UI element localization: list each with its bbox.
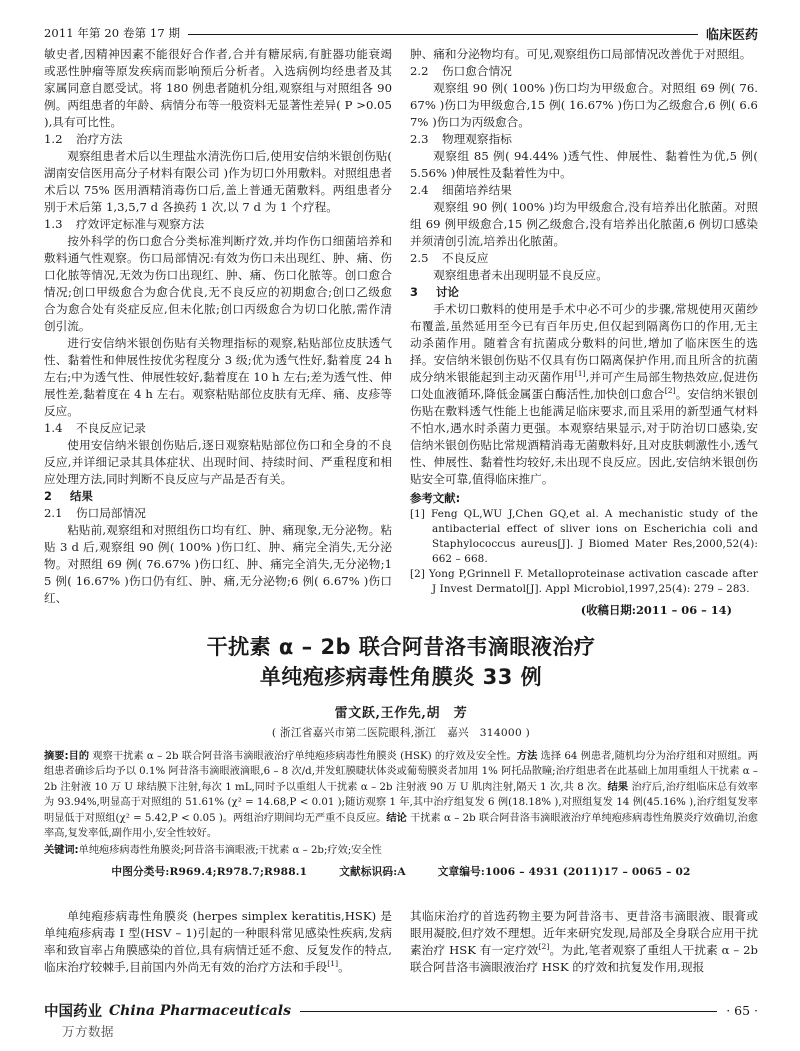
running-head-issue: 2011 年第 20 卷第 17 期	[44, 26, 181, 40]
article2-header	[44, 632, 758, 879]
paragraph: 按外科学的伤口愈合分类标准判断疗效,并均作伤口细菌培养和敷料通气性观察。伤口局部情况:有效为伤口未出现红、肿、痛、伤口化脓等情况,无效为伤口出现红、肿、痛、伤口化脓等。创口愈合情况;创口甲级愈合为愈合优良,无不良反应的初期愈合;创口乙级愈合为愈合处有炎症反应,但未化脓;创口丙级愈合为切口化脓,需作清创引流。	[44, 234, 392, 333]
paragraph-part: ,并可产生局部生物热效应,促进伤口处血液循环,降低金属蛋白酶活性,加快创口愈合	[410, 370, 759, 401]
paragraph: 使用安信纳米银创伤贴后,逐日观察粘贴部位伤口和全身的不良反应,并详细记录其具体症状、出现时间、持续时间、严重程度和相应处理方法,同时判断不良反应与产品是否有关。	[44, 438, 392, 486]
section-heading-2-4	[410, 182, 758, 199]
article2-title-line2: 单纯疱疹病毒性角膜炎 33 例	[259, 665, 543, 689]
section-number: 2.5	[410, 251, 429, 265]
paragraph-part: 其临床治疗的首选药物主要为阿昔洛韦、更昔洛韦滴眼液、眼膏或眼用凝胶,但疗效不理想。近年来研究发现,局部及全身联合应用干扰素治疗 HSK 有一定疗效	[410, 909, 758, 957]
running-head-section: 临床医药	[705, 27, 758, 43]
paragraph-part: 。安信纳米银创伤贴在敷料透气性能上也能满足临床要求,而且采用的新型通气材料不怕水,遇水时杀菌力更强。本观察结果显示,对于防治切口感染,安信纳米银创伤贴比常规酒精消毒无菌敷料好,且对皮肤刺激性小,透气性、伸展性、黏着性均较好,未出现不良反应。因此,安信纳米银创伤贴安全可靠,值得临床推广。	[410, 387, 758, 486]
paragraph: 观察组 90 例( 100% )伤口均为甲级愈合。对照组 69 例( 76.67% )伤口为甲级愈合,15 例( 16.67% )伤口为乙级愈合,6 例( 6.67% )伤口为丙级愈合。	[410, 81, 758, 129]
paragraph-part: 单纯疱疹病毒性角膜炎 (herpes simplex keratitis,HSK) 是单纯疱疹病毒 Ⅰ 型(HSV – 1)引起的一种眼科常见感染性疾病,发病率和致盲率占角膜感染的首位,具有病情迁延不愈、反复发作的特点,临床治疗较棘手,目前国内外尚无有效的治疗方法和手段	[44, 909, 392, 974]
paragraph: 进行安信纳米银创伤贴有关物理指标的观察,粘贴部位皮肤透气性、黏着性和伸展性按优劣程度分 3 级;优为透气性好,黏着度 24 h 左右;中为透气性、伸展性较好,黏着度在 10 h 左右;差为透气性、伸展性差,黏着度在 4 h 左右。观察粘贴部位皮肤有无痒、痛、皮疹等反应。	[44, 336, 392, 418]
paragraph: 观察组患者术后以生理盐水清洗伤口后,使用安信纳米银创伤贴( 湖南安信医用高分子材料有限公司 )作为切口外用敷料。对照组患者术后以 75% 医用酒精消毒伤口后,盖上普通无菌敷料。两组患者分别于术后第 1,3,5,7 d 各换药 1 次,以 7 d 为 1 个疗程。	[44, 149, 392, 214]
running-head	[44, 22, 758, 44]
keywords-text: 单纯疱疹病毒性角膜炎;阿昔洛韦滴眼液;干扰素 α – 2b;疗效;安全性	[78, 845, 382, 857]
paragraph: 敏史者,因精神因素不能很好合作者,合并有糖尿病,有脏器功能衰竭或恶性肿瘤等原发疾病而影响预后分析者。入选病例均经患者及其家属同意自愿受试。将 180 例患者随机分组,观察组与对照组各 90 例。两组患者的年龄、病情分布等一般资料无显著性差异( P >0.05 ),具有可比性。	[44, 47, 392, 129]
section-number: 2.1	[44, 506, 63, 520]
section-number: 1.4	[44, 421, 63, 435]
page-footer	[44, 1000, 758, 1021]
article-number: 文章编号:1006 – 4931 (2011)17 – 0065 – 02	[437, 866, 691, 879]
article1-columns	[44, 46, 758, 618]
paragraph: 粘贴前,观察组和对照组伤口均有红、肿、痛现象,无分泌物。粘贴 3 d 后,观察组 90 例( 100% )伤口红、肿、痛完全消失,无分泌物。对照组 69 例( 76.67% )伤口红、肿、痛完全消失,无分泌物;15 例( 16.67% )伤口仍有红、肿、痛,无分泌物;6 例( 6.67% )伤口红、	[44, 523, 392, 605]
section-title: 结果	[70, 489, 93, 503]
classification-number: 中图分类号:R969.4;R978.7;R988.1	[111, 866, 308, 879]
section-number: 2.2	[410, 64, 429, 78]
citation-mark: [2]	[664, 386, 676, 396]
section-title: 伤口愈合情况	[442, 64, 512, 78]
references-heading: 参考文献:	[410, 491, 461, 505]
section-title: 物理观察指标	[442, 132, 512, 146]
watermark-wanfang: 万方数据	[62, 1024, 115, 1039]
article2-authors: 雷文跃,王作先,胡 芳	[334, 706, 468, 721]
paragraph-part: 。为此,笔者观察了重组人干扰素 α – 2b 联合阿昔洛韦滴眼液治疗 HSK 的疗效和抗复发作用,现报	[410, 943, 758, 974]
footer-rule	[300, 1011, 717, 1012]
paragraph: 肿、痛和分泌物均有。可见,观察组伤口局部情况改善优于对照组。	[410, 47, 752, 61]
journal-name-en: China Pharmaceuticals	[109, 1002, 291, 1019]
section-heading-1-3	[44, 216, 392, 233]
section-heading-1-2	[44, 131, 392, 148]
abstract-text	[44, 749, 758, 841]
article2-abstract	[44, 749, 758, 879]
section-title: 治疗方法	[76, 132, 123, 146]
section-heading-2-2	[410, 63, 758, 80]
methods-label: 方法	[516, 751, 538, 762]
article2-right-column	[410, 908, 758, 976]
citation-mark: [2]	[538, 942, 550, 952]
section-title: 疗效评定标准与观察方法	[76, 217, 205, 231]
article2-keywords	[44, 843, 758, 859]
article2-classification-line	[44, 864, 758, 879]
reference-item: [1] Feng QL,WU J,Chen GQ,et al. A mechanistic study of the antibacterial effect of sliver ions on Escherichia coli and Staphylococcus aureus[J]. J Biomed Mater Res,2000,52(4): 662 – 668.	[410, 508, 758, 565]
section-title: 讨论	[436, 285, 459, 299]
section-heading-2	[44, 488, 392, 505]
conclusion-text: 干扰素 α – 2b 联合阿昔洛韦滴眼液治疗单纯疱疹病毒性角膜炎疗效确切,治愈率高,复发率低,副作用小,安全性较好。	[44, 812, 758, 840]
paragraph: 观察组患者未出现明显不良反应。	[433, 268, 608, 282]
journal-name-cn: 中国药业	[44, 1004, 102, 1020]
section-number: 2.4	[410, 183, 429, 197]
paragraph: 观察组 90 例( 100% )均为甲级愈合,没有培养出化脓菌。对照组 69 例甲级愈合,15 例乙级愈合,没有培养出化脓菌,6 例切口感染并须清创引流,培养出化脓菌。	[410, 200, 758, 248]
section-title: 不良反应记录	[76, 421, 146, 435]
section-heading-2-3	[410, 131, 758, 148]
section-heading-1-4	[44, 420, 392, 437]
section-number: 2	[44, 489, 52, 503]
section-title: 伤口局部情况	[76, 506, 146, 520]
citation-mark: [1]	[327, 959, 339, 969]
section-number: 2.3	[410, 132, 429, 146]
article2-left-column	[44, 908, 392, 976]
section-heading-2-1	[44, 505, 392, 522]
results-label: 结果	[607, 781, 629, 793]
methods-text: 选择 64 例患者,随机均分为治疗组和对照组。两组患者确诊后均予以 0.1% 阿昔洛韦滴眼液滴眼,6 – 8 次/d,并发虹膜睫状体炎或葡萄膜炎者加用 1% 阿托品散瞳;治疗组患者在此基础上加用重组人干扰素 α – 2b 注射液 10 万 U 球结膜下注射,每次 1 mL,同时予以重组人干扰素 α – 2b 注射液 90 万 U 肌肉注射,隔天 1 次,共 8 次。	[44, 751, 759, 793]
article2-columns	[44, 908, 758, 976]
section-title: 不良反应	[442, 251, 489, 265]
section-heading-2-5	[410, 250, 758, 267]
paragraph-part: 手术切口敷料的使用是手术中必不可少的步骤,常规使用灭菌纱布覆盖,虽然延用至今已有百年历史,但仅起到隔离伤口的作用,无主动杀菌作用。随着含有抗菌成分敷料的问世,增加了临床医生的选择。安信纳米银创伤贴不仅具有伤口隔离保护作用,而且所含的抗菌成分纳米银能起到主动灭菌作用	[410, 302, 758, 384]
keywords-label: 关键词:	[44, 845, 79, 857]
document-code: 文献标识码:A	[339, 866, 406, 879]
section-number: 1.2	[44, 132, 63, 146]
article2-affiliation: ( 浙江省嘉兴市第二医院眼科,浙江 嘉兴 314000 )	[271, 727, 531, 739]
paragraph	[44, 908, 392, 976]
paragraph: 观察组 85 例( 94.44% )透气性、伸展性、黏着性为优,5 例( 5.56% )伸展性及黏着性为中。	[410, 149, 758, 180]
section-number: 3	[410, 285, 418, 299]
objective-text: 观察干扰素 α – 2b 联合阿昔洛韦滴眼液治疗单纯疱疹病毒性角膜炎 (HSK) 的疗效及安全性。	[92, 751, 517, 762]
paragraph-discussion	[410, 301, 758, 488]
objective-label: 目的	[68, 751, 90, 762]
section-heading-3	[410, 284, 758, 301]
article1-left-column	[44, 46, 392, 618]
reference-item: [2] Yong P,Grinnell F. Metalloproteinase activation cascade after J Invest Dermatol[J]. Appl Microbiol,1997,25(4): 279 – 283.	[410, 568, 758, 595]
paragraph	[410, 908, 758, 976]
paragraph-part: 。	[338, 960, 350, 974]
section-title: 细菌培养结果	[442, 183, 512, 197]
conclusion-label: 结论	[386, 812, 407, 824]
citation-mark: [1]	[574, 369, 586, 379]
article1-right-column	[410, 46, 758, 618]
page-number: · 65 ·	[726, 1003, 758, 1018]
running-head-rule	[188, 34, 698, 35]
abstract-label: 摘要:	[44, 751, 69, 762]
results-text: 治疗后,治疗组临床总有效率为 93.94%,明显高于对照组的 51.61% (χ² = 14.68,P < 0.01 );随访观察 1 年,其中治疗组复发 6 例(18.18% ),对照组复发 14 例(45.16% ),治疗组复发率明显低于对照组(χ² = 5.42,P < 0.05 )。两组治疗期间均无严重不良反应。	[44, 781, 758, 824]
section-number: 1.3	[44, 217, 63, 231]
received-date: (收稿日期:2011 – 06 – 14)	[580, 603, 732, 617]
article2-title-line1: 干扰素 α – 2b 联合阿昔洛韦滴眼液治疗	[206, 635, 596, 659]
